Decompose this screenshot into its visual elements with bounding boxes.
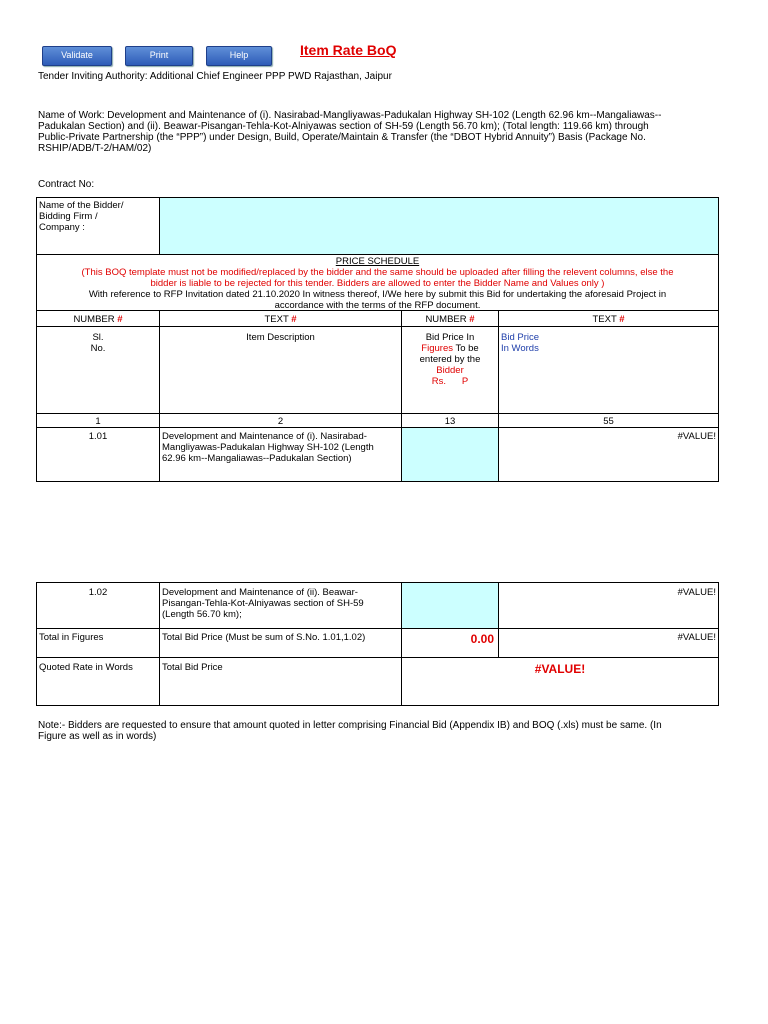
name-of-work-line-1: Name of Work: Development and Maintenance of (i). Nasirabad-Mangliyawas-Padukalan Highway SH-102 (Length 62.96 km--Mangaliawas-- [38,110,662,121]
col-number-cell [498,413,719,428]
header-bid-to-be: To be [452,343,479,354]
bid-price-input[interactable] [401,582,499,629]
row-desc-line: 62.96 km--Mangaliawas--Padukalan Section) [162,453,352,464]
header-words-cell [498,326,719,414]
type-cell [401,310,499,327]
row-desc-line: (Length 56.70 km); [162,609,242,620]
print-button[interactable]: Print [125,46,193,66]
table-row [36,582,160,629]
type-label: TEXT [264,314,289,325]
quoted-label: Quoted Rate in Words [39,662,133,673]
total-words-cell [498,628,719,658]
quoted-desc: Total Bid Price [162,662,223,673]
header-words-line: Bid Price [501,332,540,343]
header-sl-cell [36,326,160,414]
row-words-cell [498,427,719,482]
total-amount-cell [401,628,499,658]
row-desc-line: Development and Maintenance of (i). Nasirabad- [162,431,367,442]
hash-marker: # [619,314,625,325]
name-of-work-line-3: Public-Private Partnership (the “PPP”) under Design, Build, Operate/Maintain & Transfer (the “DBOT Hybrid Annuity”) Basis (Package No. [38,132,646,143]
type-label: TEXT [592,314,617,325]
bidder-label-cell [36,197,160,255]
header-bid-line: Bid Price In [425,332,475,343]
validate-button[interactable]: Validate [42,46,112,66]
table-row [36,427,160,482]
contract-no-label: Contract No: [38,179,95,190]
price-schedule-block [36,254,719,311]
type-cell [159,310,402,327]
total-label-cell [36,628,160,658]
row-sl: 1.01 [88,431,108,442]
col-number-cell [36,413,160,428]
header-bid-bidder: Bidder [436,365,464,376]
row-sl: 1.02 [88,587,108,598]
header-bid-line: entered by the [419,354,481,365]
col-number: 13 [444,416,456,427]
header-sl-line: No. [90,343,106,354]
help-button[interactable]: Help [206,46,272,66]
row-desc-line: Pisangan-Tehla-Kot-Alniyawas section of SH-59 [162,598,364,609]
quoted-words-cell [401,657,719,706]
name-of-work-line-4: RSHIP/ADB/T-2/HAM/02) [38,143,152,154]
bidder-name-input[interactable] [159,197,719,255]
col-number: 1 [95,416,101,427]
total-desc: Total Bid Price (Must be sum of S.No. 1.01,1.02) [162,632,366,643]
col-number: 2 [277,416,284,427]
bidder-label-line: Company : [39,222,85,233]
type-label: NUMBER [73,314,115,325]
warning-line-2: bidder is liable to be rejected for this tender. Bidders are allowed to enter the Bidder Name and Values only ) [150,278,605,289]
col-number-cell [159,413,402,428]
hash-marker: # [117,314,123,325]
total-desc-cell [159,628,402,658]
bid-price-input[interactable] [401,427,499,482]
header-desc-cell [159,326,402,414]
total-label: Total in Figures [39,632,104,643]
row-words: #VALUE! [677,431,716,442]
row-desc-line: Mangliyawas-Padukalan Highway SH-102 (Length [162,442,374,453]
authority-text: Tender Inviting Authority: Additional Chief Engineer PPP PWD Rajasthan, Jaipur [38,71,392,82]
hash-marker: # [469,314,475,325]
col-number: 55 [603,416,614,427]
row-words-cell [498,582,719,629]
header-bid-rs-p: Rs. P [431,376,469,387]
warning-line-1: (This BOQ template must not be modified/replaced by the bidder and the same should be uploaded after filling the relevent columns, else the [81,267,674,278]
note-line-1: Note:- Bidders are requested to ensure that amount quoted in letter comprising Financial Bid (Appendix IB) and BOQ (.xls) must be same. (In [38,720,662,731]
header-sl-line: Sl. [92,332,104,343]
row-desc-cell [159,427,402,482]
quoted-words: #VALUE! [534,662,586,676]
bidder-label-line: Bidding Firm / [39,211,98,222]
price-schedule-heading: PRICE SCHEDULE [335,256,420,267]
reference-line-2: accordance with the terms of the RFP document. [274,300,481,311]
row-words: #VALUE! [677,587,716,598]
page-title: Item Rate BoQ [300,42,397,58]
header-bid-figures: Figures [421,343,453,354]
header-words-line: In Words [501,343,539,354]
reference-line-1: With reference to RFP Invitation dated 21.10.2020 In witness thereof, I/We here by submit this Bid for undertaking the aforesaid Project in [88,289,667,300]
total-amount: 0.00 [470,632,494,646]
type-label: NUMBER [425,314,467,325]
row-desc-cell [159,582,402,629]
bidder-label-line: Name of the Bidder/ [39,200,124,211]
hash-marker: # [291,314,297,325]
quoted-desc-cell [159,657,402,706]
header-bid-cell [401,326,499,414]
row-desc-line: Development and Maintenance of (ii). Beawar- [162,587,358,598]
total-words: #VALUE! [677,632,716,643]
col-number-cell [401,413,499,428]
quoted-label-cell [36,657,160,706]
name-of-work-line-2: Padukalan Section) and (ii). Beawar-Pisangan-Tehla-Kot-Alniyawas section of SH-59 (Length 56.70 km); (Total length: 119.66 km) through [38,121,649,132]
note-line-2: Figure as well as in words) [38,731,157,742]
header-desc: Item Description [246,332,315,343]
type-cell [498,310,719,327]
type-cell [36,310,160,327]
